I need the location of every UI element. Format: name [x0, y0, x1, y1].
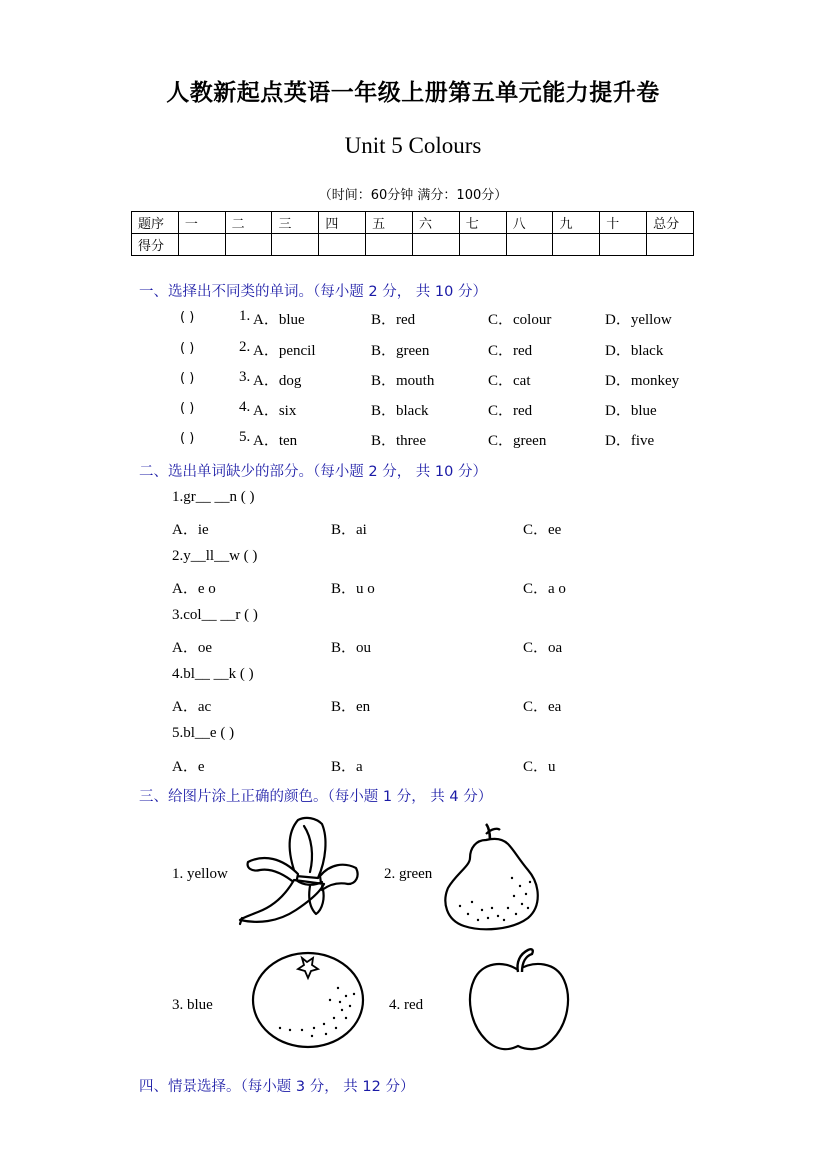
option-d: D．monkey [605, 373, 680, 389]
score-input-cell[interactable] [412, 234, 459, 256]
color-label: 1. yellow [172, 866, 228, 882]
option-b: B．en [331, 699, 371, 715]
option-a: A．oe [172, 640, 212, 656]
color-label: 2. green [384, 866, 433, 882]
option-c: C．a o [523, 581, 566, 597]
question-number: 2. [239, 339, 251, 355]
score-input-cell[interactable] [225, 234, 272, 256]
answer-blank[interactable]: ( ) [180, 431, 195, 446]
score-cell: 五 [366, 212, 413, 234]
score-input-cell[interactable] [178, 234, 225, 256]
option-a: A．six [253, 403, 297, 419]
option-a: A．e o [172, 581, 216, 597]
section-2-title: 二、选出单词缺少的部分。（每小题 2 分， 共 10 分） [139, 464, 487, 480]
fill-question: 1.gr__ __n ( ) [172, 489, 255, 505]
option-d: D．five [605, 433, 655, 449]
color-label: 4. red [389, 997, 424, 1013]
option-a: A．ten [253, 433, 298, 449]
score-input-cell[interactable] [459, 234, 506, 256]
unit-subtitle: Unit 5 Colours [344, 133, 482, 158]
score-cell: 总分 [647, 212, 694, 234]
option-c: C．red [488, 403, 533, 419]
score-input-cell[interactable] [600, 234, 647, 256]
score-table [131, 211, 694, 256]
option-c: C．u [523, 759, 556, 775]
score-cell: 八 [506, 212, 553, 234]
option-a: A．blue [253, 312, 305, 328]
option-b: B．a [331, 759, 363, 775]
score-table-score-row [132, 234, 694, 256]
page-title: 人教新起点英语一年级上册第五单元能力提升卷 [166, 80, 660, 106]
fill-question: 2.y__ll__w ( ) [172, 548, 258, 564]
score-input-cell[interactable] [506, 234, 553, 256]
option-c: C．cat [488, 373, 531, 389]
option-c: C．oa [523, 640, 563, 656]
option-b: B．mouth [371, 373, 435, 389]
section-3-title: 三、给图片涂上正确的颜色。（每小题 1 分， 共 4 分） [139, 789, 493, 805]
option-b: B．green [371, 343, 430, 359]
option-d: D．black [605, 343, 664, 359]
score-input-cell[interactable] [553, 234, 600, 256]
score-row-label: 得分 [132, 234, 179, 256]
fill-question: 5.bl__e ( ) [172, 725, 235, 741]
score-cell: 六 [412, 212, 459, 234]
pear-picture[interactable] [442, 822, 542, 932]
score-input-cell[interactable] [319, 234, 366, 256]
answer-blank[interactable]: ( ) [180, 310, 195, 325]
option-d: D．blue [605, 403, 657, 419]
banana-picture[interactable] [238, 814, 364, 926]
answer-blank[interactable]: ( ) [180, 401, 195, 416]
apple-picture[interactable] [466, 946, 572, 1054]
score-cell: 三 [272, 212, 319, 234]
option-b: B．ou [331, 640, 372, 656]
question-number: 5. [239, 429, 251, 445]
option-b: B．ai [331, 522, 367, 538]
color-label: 3. blue [172, 997, 213, 1013]
answer-blank[interactable]: ( ) [180, 341, 195, 356]
option-c: C．green [488, 433, 547, 449]
score-cell: 一 [178, 212, 225, 234]
section-1-title: 一、选择出不同类的单词。（每小题 2 分， 共 10 分） [139, 284, 487, 300]
score-input-cell[interactable] [366, 234, 413, 256]
option-c: C．red [488, 343, 533, 359]
option-a: A．dog [253, 373, 302, 389]
option-c: C．ea [523, 699, 562, 715]
score-cell: 二 [225, 212, 272, 234]
score-cell: 四 [319, 212, 366, 234]
orange-picture[interactable] [250, 948, 368, 1050]
question-number: 1. [239, 308, 251, 324]
option-a: A．ie [172, 522, 209, 538]
answer-blank[interactable]: ( ) [180, 371, 195, 386]
option-c: C．colour [488, 312, 552, 328]
option-c: C．ee [523, 522, 562, 538]
score-input-cell[interactable] [272, 234, 319, 256]
fill-question: 3.col__ __r ( ) [172, 607, 258, 623]
section-4-title: 四、情景选择。（每小题 3 分， 共 12 分） [139, 1079, 415, 1095]
option-b: B．black [371, 403, 429, 419]
option-a: A．ac [172, 699, 212, 715]
question-number: 4. [239, 399, 251, 415]
score-cell: 七 [459, 212, 506, 234]
option-b: B．three [371, 433, 426, 449]
time-info: （时间：60分钟 满分：100分） [318, 188, 508, 203]
score-cell: 九 [553, 212, 600, 234]
score-cell: 十 [600, 212, 647, 234]
score-cell: 题序 [132, 212, 179, 234]
option-b: B．u o [331, 581, 375, 597]
question-number: 3. [239, 369, 251, 385]
option-a: A．pencil [253, 343, 316, 359]
fill-question: 4.bl__ __k ( ) [172, 666, 254, 682]
option-b: B．red [371, 312, 416, 328]
option-d: D．yellow [605, 312, 672, 328]
score-table-header-row [132, 212, 694, 234]
score-input-cell[interactable] [647, 234, 694, 256]
option-a: A．e [172, 759, 205, 775]
